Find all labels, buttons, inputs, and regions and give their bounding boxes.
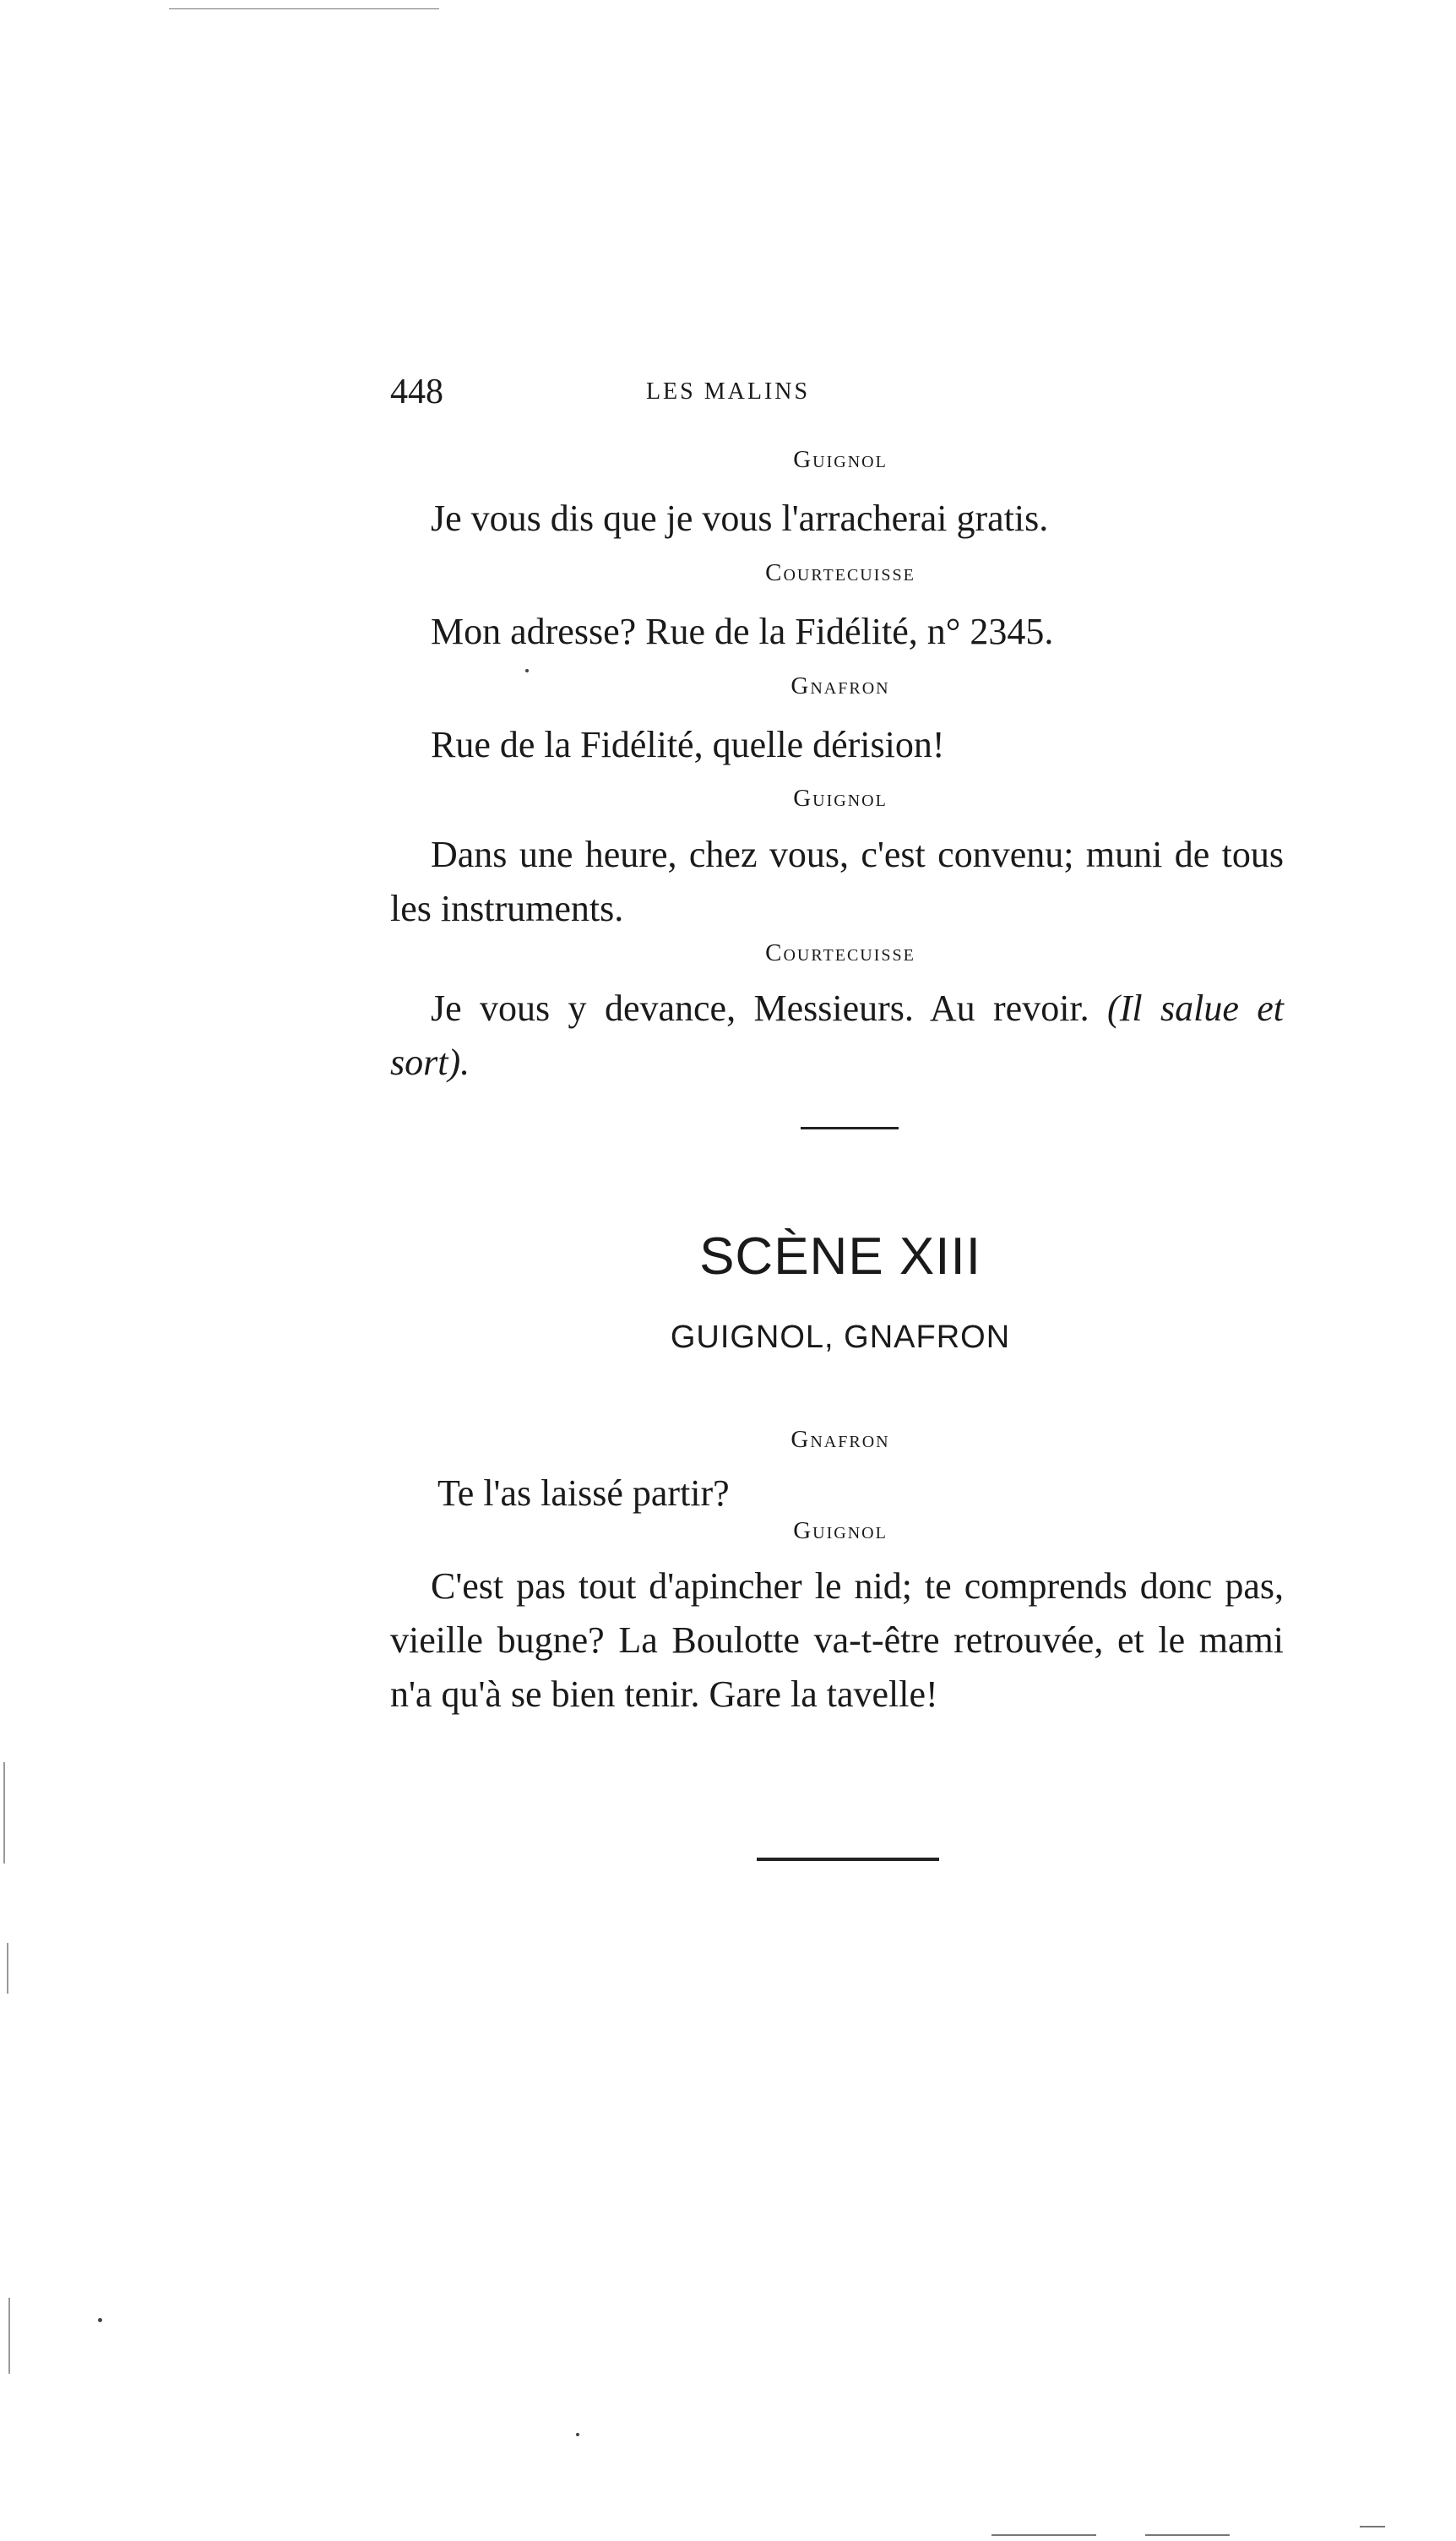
speaker-name: Gnafron bbox=[790, 672, 890, 699]
scan-margin-mark bbox=[8, 2298, 10, 2374]
dialogue-text: C'est pas tout d'apincher le nid; te comprends donc pas, vieille bugne? La Boulotte va-t-être retrouvée, et le mami n'a qu'à se bien tenir. Gare la tavelle! bbox=[390, 1565, 1284, 1715]
speaker-name: Courtecuisse bbox=[765, 939, 915, 966]
dialogue-paragraph bbox=[390, 1559, 1284, 1722]
dialogue-line: Je vous dis que je vous l'arracherai gratis. bbox=[431, 498, 1049, 539]
scan-speck bbox=[525, 669, 529, 672]
scene-cast: GUIGNOL, GNAFRON bbox=[670, 1319, 1011, 1355]
scan-edge-mark bbox=[1360, 2526, 1385, 2527]
running-title: LES MALINS bbox=[645, 378, 811, 405]
dialogue-paragraph bbox=[390, 982, 1284, 1090]
speaker-name: Guignol bbox=[793, 1517, 888, 1544]
dialogue-text: Dans une heure, chez vous, c'est convenu; muni de tous les instruments. bbox=[390, 834, 1284, 929]
speaker-name: Guignol bbox=[793, 446, 888, 473]
speaker-name: Gnafron bbox=[790, 1426, 890, 1453]
scan-speck bbox=[98, 2318, 102, 2322]
scan-speck bbox=[576, 2433, 579, 2436]
dialogue-text: Je vous y devance, Messieurs. Au revoir. bbox=[431, 988, 1089, 1029]
scene-title: SCÈNE XIII bbox=[699, 1227, 981, 1286]
scan-margin-mark bbox=[7, 1943, 8, 1994]
section-rule bbox=[801, 1127, 899, 1129]
stage-direction: (Il salue et sort). bbox=[390, 988, 1284, 1083]
dialogue-line: Te l'as laissé partir? bbox=[437, 1472, 730, 1514]
end-rule bbox=[757, 1858, 939, 1861]
dialogue-line: Mon adresse? Rue de la Fidélité, n° 2345. bbox=[431, 611, 1054, 652]
page-number: 448 bbox=[390, 373, 443, 411]
scan-edge-mark bbox=[991, 2534, 1096, 2536]
speaker-name: Guignol bbox=[793, 785, 888, 812]
scan-margin-mark bbox=[3, 1762, 5, 1864]
dialogue-paragraph bbox=[390, 828, 1284, 936]
speaker-name: Courtecuisse bbox=[765, 559, 915, 586]
scan-edge-mark bbox=[1145, 2534, 1230, 2536]
scan-edge-mark bbox=[169, 8, 439, 9]
dialogue-line: Rue de la Fidélité, quelle dérision! bbox=[431, 724, 945, 765]
